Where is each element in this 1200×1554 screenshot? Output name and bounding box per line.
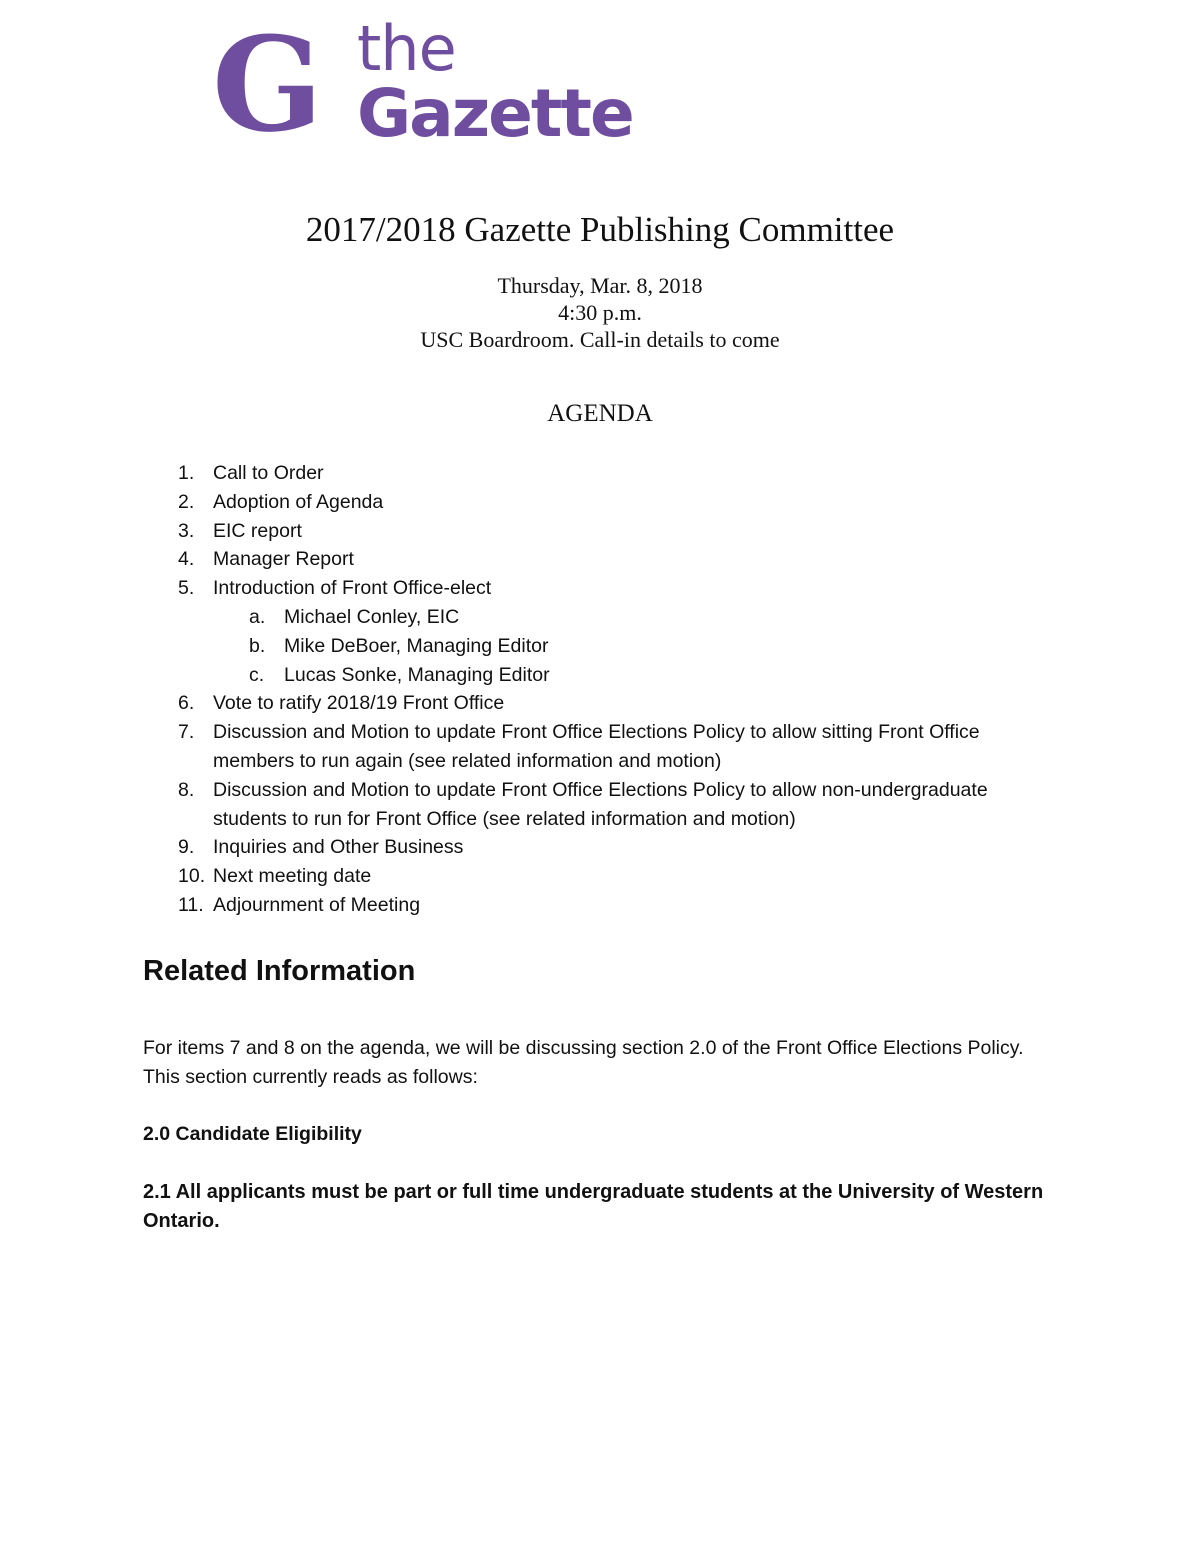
agenda-item	[0, 459, 1043, 488]
agenda-item	[0, 689, 1043, 718]
agenda-item-number: 2.	[178, 490, 195, 513]
agenda-item-text: Discussion and Motion to update Front Office Elections Policy to allow sitting Front Office members to run again (see related information and motion)	[213, 721, 980, 772]
meeting-location: USC Boardroom. Call-in details to come	[420, 327, 780, 352]
agenda-item-text: Inquiries and Other Business	[213, 836, 464, 859]
agenda-item-number: 5.	[178, 577, 195, 600]
meeting-details	[0, 272, 1200, 353]
agenda-item-text: Michael Conley, EIC	[284, 605, 460, 628]
agenda-item-number: 3.	[178, 519, 195, 542]
agenda-item-number: b.	[249, 634, 266, 657]
agenda-item-text: Introduction of Front Office-elect	[213, 577, 492, 600]
agenda-list	[0, 459, 1114, 920]
agenda-item-number: 8.	[178, 778, 195, 801]
agenda-item	[0, 891, 1043, 920]
agenda-item-text: Discussion and Motion to update Front Office Elections Policy to allow non-undergraduate students to run for Front Office (see related information and motion)	[213, 778, 988, 830]
agenda-subitem	[0, 661, 1114, 690]
agenda-item-text: Adjournment of Meeting	[213, 893, 421, 916]
agenda-item-number: 7.	[178, 721, 195, 744]
agenda-item-number: 10.	[178, 865, 206, 888]
logo-gazette: Gazette	[357, 75, 633, 152]
agenda-item-text: Mike DeBoer, Managing Editor	[284, 634, 549, 657]
agenda-item-text: EIC report	[213, 519, 302, 542]
agenda-item-number: c.	[249, 663, 265, 686]
related-information-heading: Related Information	[143, 955, 416, 987]
agenda-item-number: 11.	[178, 893, 204, 916]
agenda-item-number: a.	[249, 605, 266, 628]
meeting-time: 4:30 p.m.	[558, 300, 642, 325]
agenda-item-text: Vote to ratify 2018/19 Front Office	[213, 692, 505, 715]
agenda-item-number: 1.	[178, 462, 195, 484]
section-heading: 2.0 Candidate Eligibility	[143, 1123, 362, 1145]
agenda-item-number: 6.	[178, 692, 195, 715]
agenda-item	[0, 718, 1043, 776]
document-title: 2017/2018 Gazette Publishing Committee	[305, 210, 895, 249]
agenda-item-text: Call to Order	[213, 462, 324, 484]
agenda-item	[0, 517, 1043, 546]
agenda-item	[0, 488, 1043, 517]
agenda-subitem	[0, 603, 1114, 632]
meeting-date: Thursday, Mar. 8, 2018	[497, 273, 703, 298]
agenda-heading: AGENDA	[547, 400, 653, 427]
logo-the: the	[357, 12, 456, 85]
agenda-item	[0, 833, 1043, 862]
agenda-item-number: 9.	[178, 836, 195, 859]
agenda-item	[0, 862, 1043, 891]
agenda-item	[0, 776, 1043, 834]
agenda-item-text: Adoption of Agenda	[213, 490, 384, 513]
agenda-item	[0, 545, 1043, 574]
gazette-logo	[212, 8, 652, 161]
agenda-item-text: Lucas Sonke, Managing Editor	[284, 663, 550, 686]
policy-clause: 2.1 All applicants must be part or full time undergraduate students at the University of Western Ontario.	[143, 1181, 1044, 1232]
agenda-item-number: 4.	[178, 548, 195, 571]
agenda-subitem	[0, 632, 1114, 661]
agenda-item	[0, 574, 1043, 603]
related-intro: For items 7 and 8 on the agenda, we will be discussing section 2.0 of the Front Office Elections Policy. This section currently reads as follows:	[143, 1037, 1024, 1088]
logo-g-mark: G	[212, 8, 324, 161]
agenda-item-text: Manager Report	[213, 548, 354, 571]
agenda-item-text: Next meeting date	[213, 865, 372, 888]
